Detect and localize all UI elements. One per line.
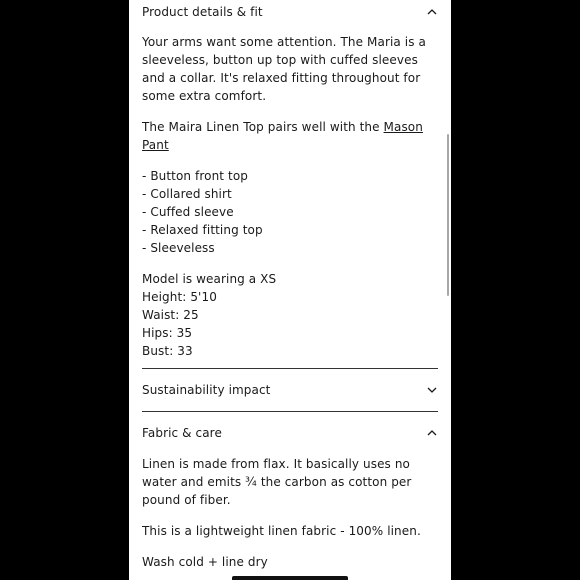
- model-hips: Hips: 35: [142, 326, 193, 340]
- fabric-composition: This is a lightweight linen fabric - 100% linen.: [142, 524, 421, 538]
- model-info: [142, 270, 438, 360]
- model-waist: Waist: 25: [142, 308, 199, 322]
- model-height: Height: 5'10: [142, 290, 217, 304]
- chevron-up-icon[interactable]: [427, 428, 437, 438]
- product-details-body: [142, 33, 438, 373]
- product-page: [129, 0, 451, 580]
- pairs-with-text: [142, 118, 438, 154]
- care-instructions: Wash cold + line dry: [142, 555, 268, 569]
- mason-pant-link[interactable]: Mason Pant: [142, 120, 423, 152]
- sustainability-title: Sustainability impact: [142, 383, 271, 397]
- scrollbar[interactable]: [447, 134, 449, 296]
- model-bust: Bust: 33: [142, 344, 193, 358]
- feature-list: [142, 167, 438, 257]
- sustainability-header[interactable]: [142, 378, 438, 402]
- list-item: - Relaxed fitting top: [142, 223, 263, 237]
- chevron-down-icon[interactable]: [427, 385, 437, 395]
- pairs-with-label: The Maira Linen Top pairs well with the: [142, 120, 384, 134]
- fabric-care-header[interactable]: [142, 421, 438, 445]
- chevron-up-icon[interactable]: [427, 7, 437, 17]
- section-divider: [142, 411, 438, 412]
- section-divider: [142, 368, 438, 369]
- fabric-care-body: [142, 455, 438, 580]
- home-indicator[interactable]: [232, 576, 348, 580]
- fabric-care-title: Fabric & care: [142, 426, 222, 440]
- model-size: Model is wearing a XS: [142, 272, 277, 286]
- fabric-description: Linen is made from flax. It basically uses no water and emits ¾ the carbon as cotton per pound of fiber.: [142, 457, 412, 507]
- product-details-title: Product details & fit: [142, 5, 263, 19]
- list-item: - Sleeveless: [142, 241, 215, 255]
- list-item: - Collared shirt: [142, 187, 232, 201]
- list-item: - Cuffed sleeve: [142, 205, 234, 219]
- product-details-header[interactable]: [142, 0, 438, 24]
- list-item: - Button front top: [142, 169, 248, 183]
- product-description: Your arms want some attention. The Maria is a sleeveless, button up top with cuffed sleeves and a collar. It's relaxed fitting throughout for some extra comfort.: [142, 35, 426, 103]
